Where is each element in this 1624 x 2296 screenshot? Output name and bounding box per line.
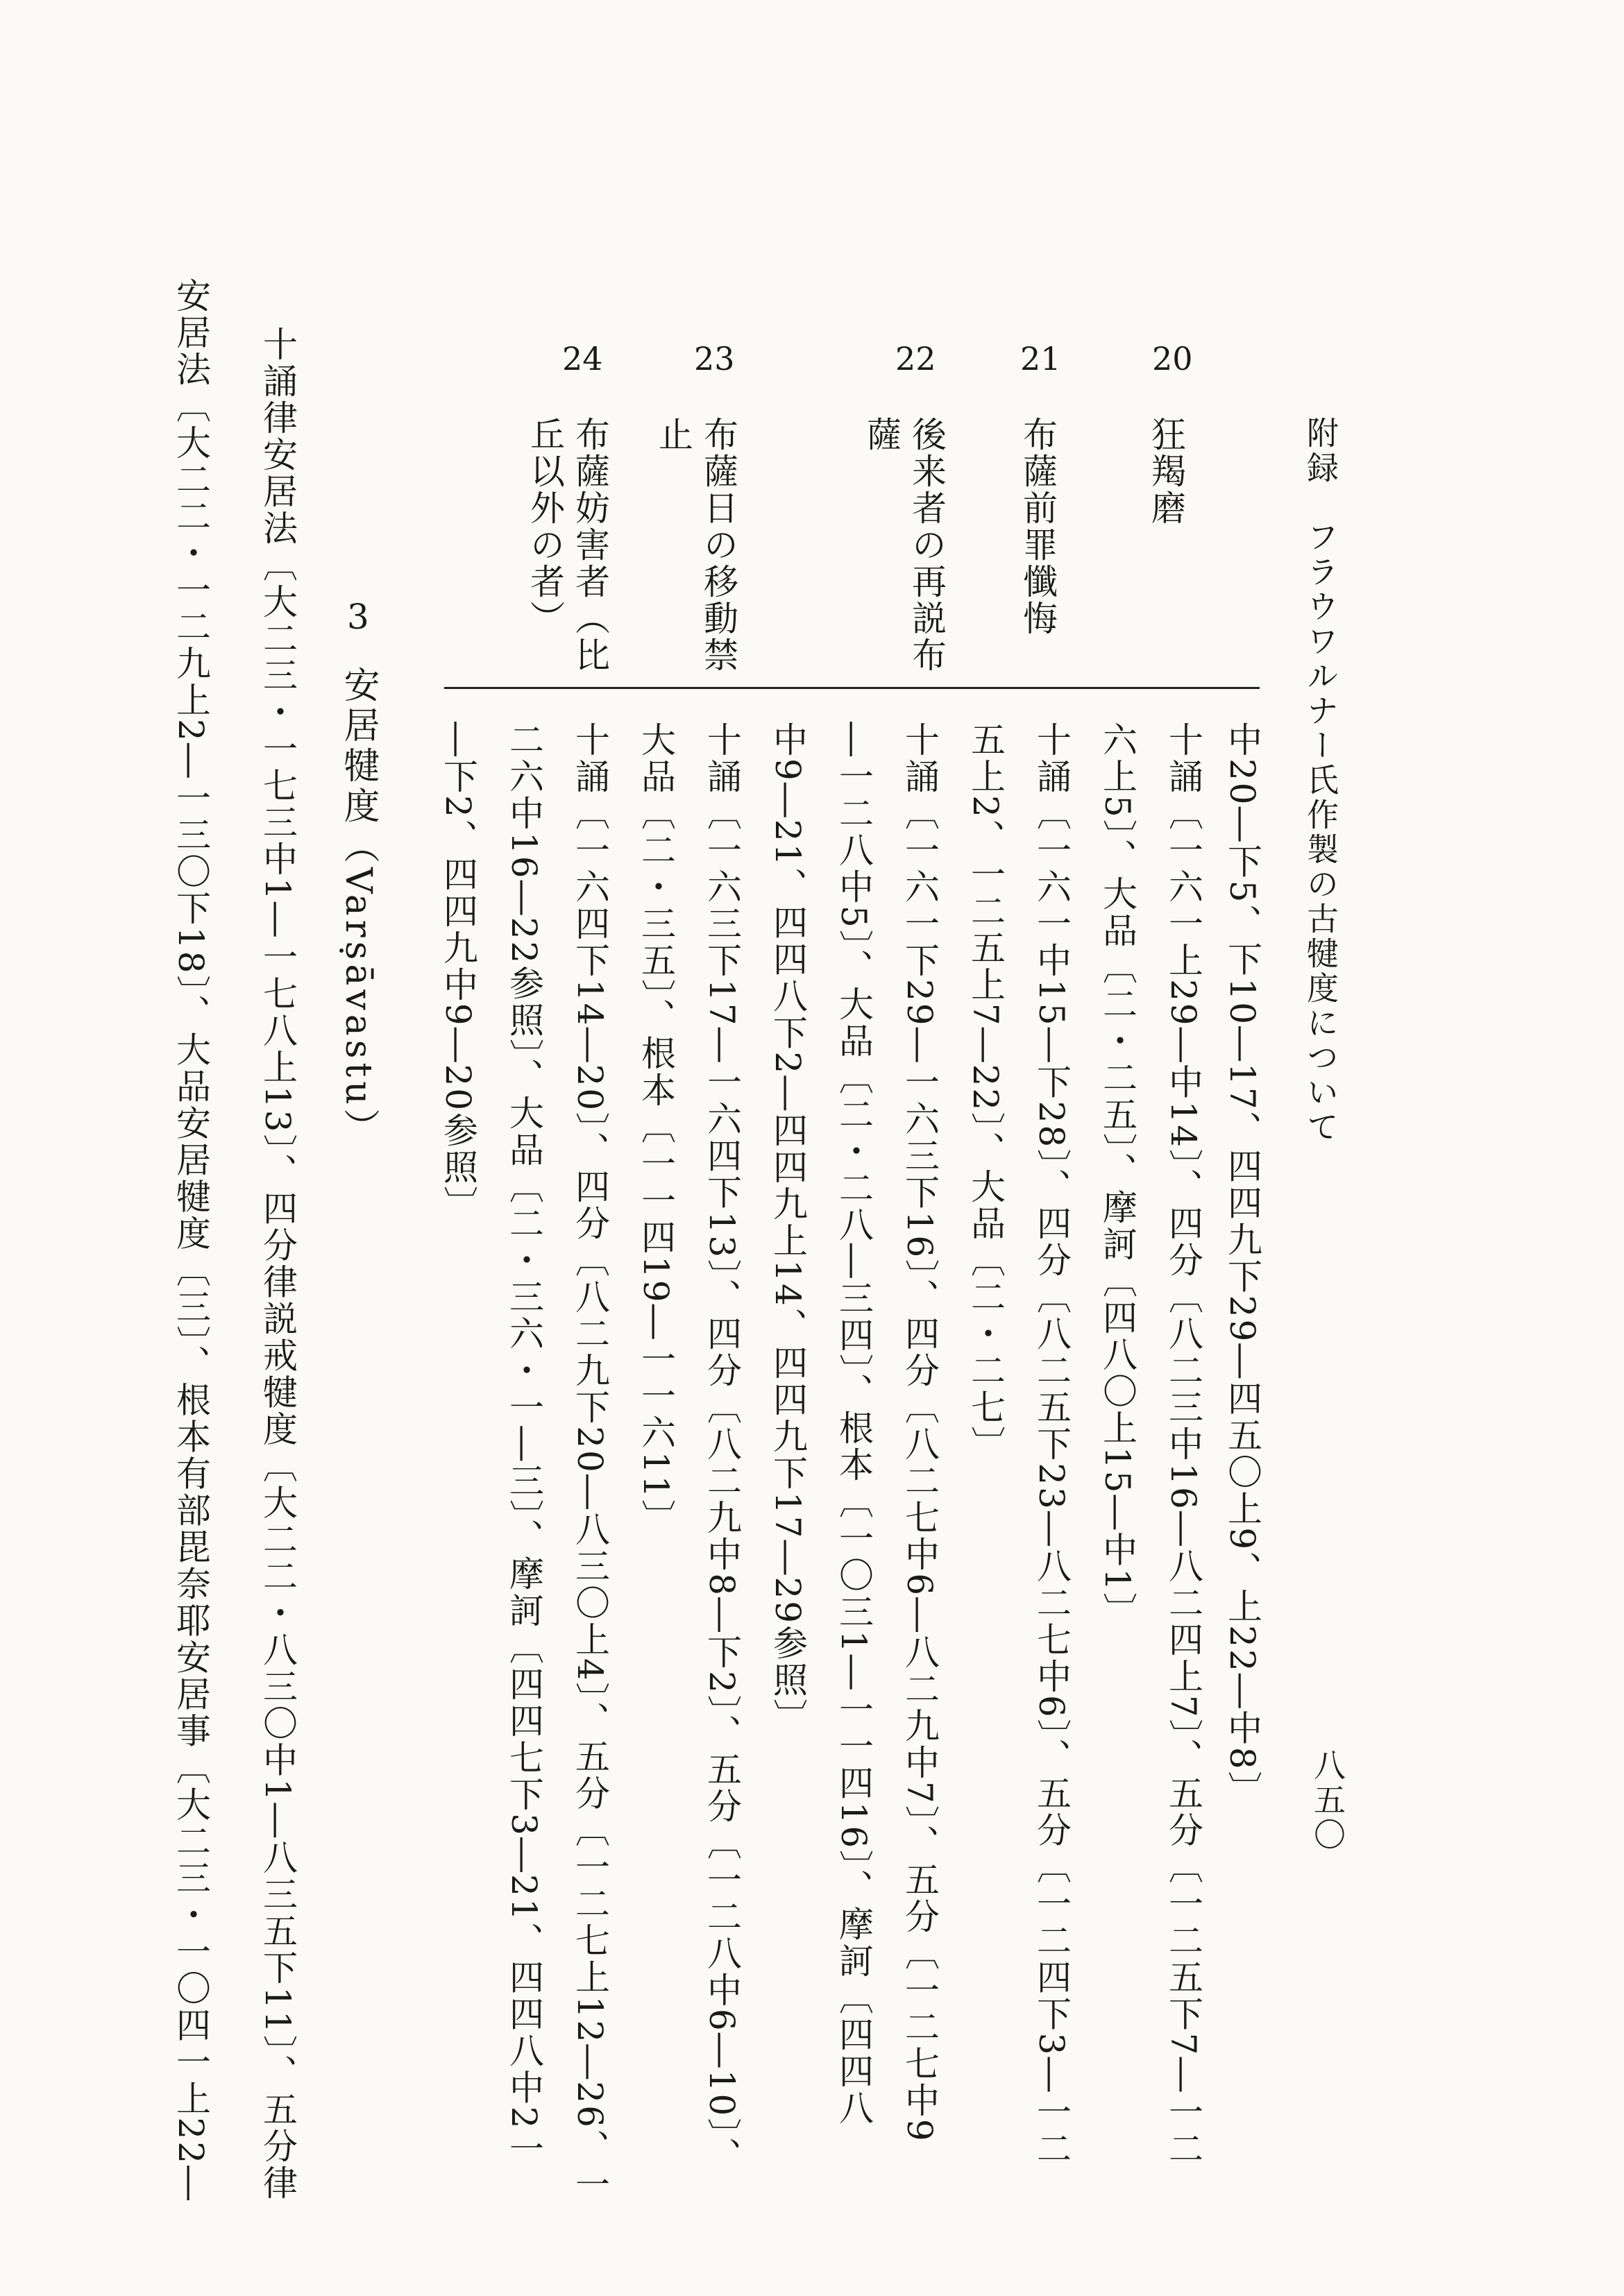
- page-number: 八五〇: [1309, 1749, 1346, 1853]
- running-title: 附録 フラウワルナー氏作製の古犍度について: [1302, 416, 1339, 1145]
- item-number: 21: [1020, 340, 1061, 377]
- item-title-line: 薩: [861, 416, 902, 453]
- item-number: 23: [694, 340, 735, 377]
- reference-line: 十誦〔一六一上29―中14〕、四分〔八二三中16―八二四上7〕、五分〔一二五下7―一二: [1163, 722, 1203, 2168]
- item-title: 布薩前罪懺悔: [1017, 416, 1058, 637]
- reference-line: 中20―下5、下10―17、四四九下29―四五〇上9、上22―中8〕: [1222, 722, 1262, 1808]
- item-title-line: 止: [653, 416, 693, 453]
- reference-line: 中9―21、四四八下2―四四九上14、四四九下17―29参照〕: [768, 722, 808, 1736]
- reference-line: 五上2、一二五上7―22〕、大品〔二・二七〕: [965, 722, 1006, 1463]
- item-number: 22: [895, 340, 936, 377]
- section-title: [337, 666, 379, 1149]
- reference-line: 十誦〔一六一中15―下28〕、四分〔八二五下23―八二七中6〕、五分〔一二四下3―一二: [1031, 722, 1072, 2168]
- item-number: 24: [562, 340, 603, 377]
- reference-line: 二六中16―22参照〕、大品〔二・三六・一―三〕、摩訶〔四四七下3―21、四四八中2一: [504, 722, 544, 2168]
- reference-line: 大品〔二・三五〕、根本〔一一四19―一一六11〕: [636, 722, 676, 1537]
- item-title-line: 後来者の再説布: [906, 416, 947, 674]
- item-title-line: 布薩日の移動禁: [698, 416, 738, 674]
- item-title: 狂羯磨: [1146, 416, 1186, 527]
- reference-line: 十誦〔一六三下17―一六四下13〕、四分〔八二九中8―下2〕、五分〔一二八中6―10〕、: [702, 722, 742, 2175]
- section-text-line: 安居法〔大二二・一二九上2―一三〇下18〕、大品安居犍度〔三〕、根本有部毘奈耶安居事〔大二三・一〇四一上22―: [171, 278, 211, 2203]
- item-title-line: 丘以外の者）: [525, 416, 565, 637]
- reference-line: ―下2、四四九中9―20参照〕: [438, 722, 478, 1223]
- item-number: 20: [1152, 340, 1193, 377]
- item-title-line: 布薩妨害者（比: [570, 416, 610, 674]
- section-number: 3: [347, 597, 369, 637]
- section-title-roman: （Varṣāvastu）: [337, 827, 379, 1149]
- reference-line: 六上5〕、大品〔二・二五〕、摩訶〔四八〇上15―中1〕: [1097, 722, 1137, 1630]
- reference-line: ―一二八中5〕、大品〔二・二八―三四〕、根本〔一〇三1―一一四16〕、摩訶〔四四八: [834, 722, 874, 2127]
- reference-line: 十誦〔一六四下14―20〕、四分〔八二九下20―八三〇上4〕、五分〔一二七上12―26、一: [570, 722, 610, 2203]
- section-title-jp: 安居犍度: [337, 666, 379, 827]
- section-text-line: 十誦律安居法〔大二三・一七三中1―一七八上13〕、四分律説戒犍度〔大二二・八三〇中1―八三五下11〕、五分律: [257, 326, 298, 2202]
- reference-line: 十誦〔一六一下29―一六三下16〕、四分〔八二七中6―八二九中7〕、五分〔一二七中9: [899, 722, 940, 2143]
- section-divider: [444, 687, 1260, 689]
